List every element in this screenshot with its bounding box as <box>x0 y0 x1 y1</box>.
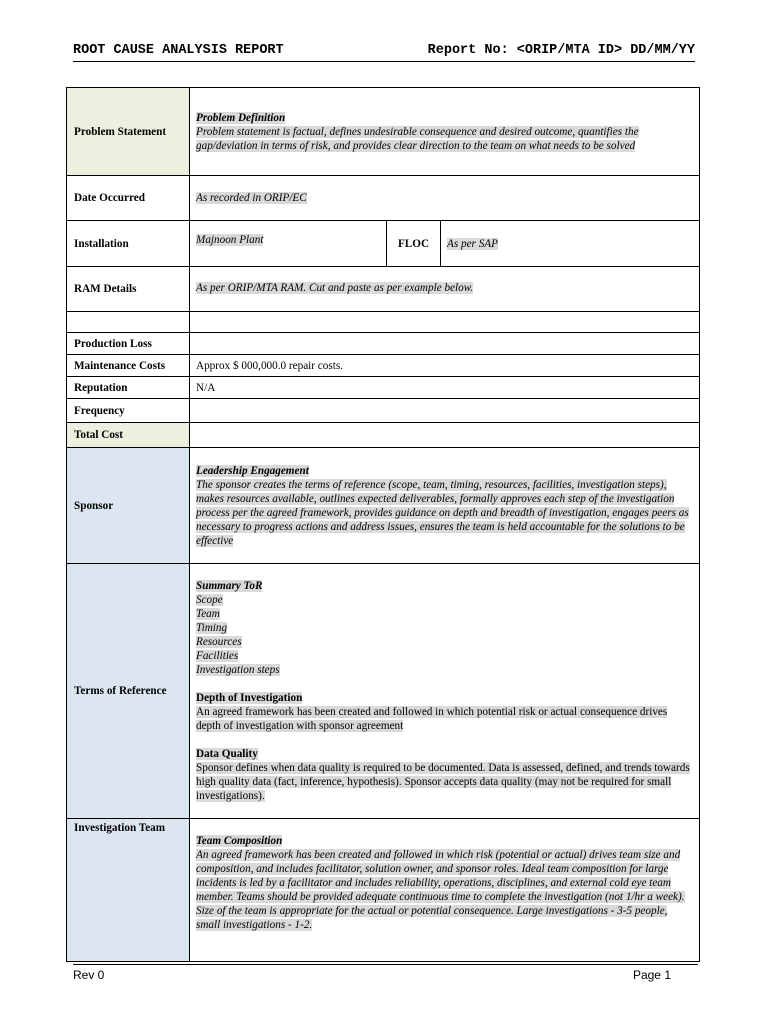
floc-value: As per SAP <box>447 237 498 250</box>
row-problem-statement <box>67 88 700 176</box>
team-composition-heading: Team Composition <box>196 835 283 847</box>
ram-details-value: As per ORIP/MTA RAM. Cut and paste as per example below. <box>196 282 474 294</box>
data-quality-text: Sponsor defines when data quality is required to be documented. Data is assessed, defined, and trends towards high quality data (fact, inference, hypothesis). Sponsor accepts data quality (may not be required for small investigations). <box>196 762 690 802</box>
label-maintenance-costs: Maintenance Costs <box>67 355 190 377</box>
summary-tor-heading: Summary ToR <box>196 580 263 592</box>
row-total-cost <box>67 423 700 448</box>
ram-details-cell[interactable] <box>190 267 700 312</box>
problem-definition-text: Problem statement is factual, defines undesirable consequence and desired outcome, quantifies the gap/deviation in terms of risk, and provides clear direction to the team on what needs to be solved <box>196 125 639 152</box>
floc-cell[interactable] <box>441 221 700 267</box>
row-sponsor <box>67 448 700 564</box>
page-number: Page 1 <box>632 968 671 982</box>
tor-item-resources: Resources <box>196 636 242 648</box>
date-occurred-cell[interactable] <box>190 176 700 221</box>
row-reputation <box>67 377 700 399</box>
label-terms-of-reference: Terms of Reference <box>67 564 190 819</box>
installation-cell[interactable] <box>190 221 387 267</box>
report-header <box>73 43 695 62</box>
label-reputation: Reputation <box>67 377 190 399</box>
tor-item-investigation-steps: Investigation steps <box>196 664 280 676</box>
row-maintenance-costs <box>67 355 700 377</box>
reputation-value: N/A <box>196 381 216 394</box>
report-title: ROOT CAUSE ANALYSIS REPORT <box>73 43 284 58</box>
label-date-occurred: Date Occurred <box>67 176 190 221</box>
label-problem-statement: Problem Statement <box>67 88 190 176</box>
tor-item-team: Team <box>196 608 220 620</box>
depth-of-investigation-heading: Depth of Investigation <box>196 692 303 704</box>
rca-table <box>66 87 700 962</box>
label-total-cost: Total Cost <box>67 423 190 448</box>
label-installation: Installation <box>67 221 190 267</box>
label-production-loss: Production Loss <box>67 333 190 355</box>
frequency-cell[interactable] <box>190 399 700 423</box>
tor-item-facilities: Facilities <box>196 650 239 662</box>
reputation-cell[interactable] <box>190 377 700 399</box>
row-installation <box>67 221 700 267</box>
problem-statement-cell[interactable] <box>190 88 700 176</box>
row-terms-of-reference <box>67 564 700 819</box>
data-quality-heading: Data Quality <box>196 748 258 760</box>
production-loss-cell[interactable] <box>190 333 700 355</box>
row-ram-details <box>67 267 700 312</box>
blank-value-cell[interactable] <box>190 312 700 333</box>
label-sponsor: Sponsor <box>67 448 190 564</box>
row-blank <box>67 312 700 333</box>
date-occurred-value: As recorded in ORIP/EC <box>196 192 307 204</box>
floc-label: FLOC <box>387 221 441 267</box>
maintenance-costs-cell[interactable] <box>190 355 700 377</box>
tor-item-timing: Timing <box>196 622 228 634</box>
label-ram-details: RAM Details <box>67 267 190 312</box>
label-investigation-team: Investigation Team <box>67 819 190 962</box>
label-frequency: Frequency <box>67 399 190 423</box>
installation-value: Majnoon Plant <box>196 234 264 246</box>
investigation-team-cell[interactable] <box>190 819 700 962</box>
report-number: Report No: <ORIP/MTA ID> DD/MM/YY <box>427 43 695 58</box>
total-cost-cell[interactable] <box>190 423 700 448</box>
depth-of-investigation-text: An agreed framework has been created and followed in which potential risk or actual consequence drives depth of investigation with sponsor agreement <box>196 706 668 732</box>
leadership-engagement-heading: Leadership Engagement <box>196 464 309 477</box>
page-footer <box>73 964 698 982</box>
team-composition-text: An agreed framework has been created and followed in which risk (potential or actual) drives team size and composition, and includes facilitator, solution owner, and sponsor roles. Ideal team composition for large incidents is led by a facilitator and includes reliability, operations, disciplines, and external cold eye team member. Teams should be provided adequate continuous time to complete the investigation (not 1/hr a week). Size of the team is appropriate for the actual or potential consequence. Large investigations - 3-5 people, small investigations - 1-2. <box>196 849 685 931</box>
leadership-engagement-text: The sponsor creates the terms of reference (scope, team, timing, resources, facilities, investigation steps), makes resources available, outlines expected deliverables, formally approves each step of the investigation process per the agreed framework, provides guidance on depth and breadth of investigation, engages peers as necessary to progress actions and address issues, ensures the team is held accountable for the solutions to be effective <box>196 478 689 547</box>
row-investigation-team <box>67 819 700 962</box>
sponsor-cell[interactable] <box>190 448 700 564</box>
row-production-loss <box>67 333 700 355</box>
row-date-occurred <box>67 176 700 221</box>
revision-label: Rev 0 <box>73 968 105 982</box>
tor-item-scope: Scope <box>196 594 223 606</box>
terms-of-reference-cell[interactable] <box>190 564 700 819</box>
problem-definition-heading: Problem Definition <box>196 111 286 124</box>
blank-label-cell <box>67 312 190 333</box>
row-frequency <box>67 399 700 423</box>
maintenance-costs-value: Approx $ 000,000.0 repair costs. <box>196 359 343 372</box>
